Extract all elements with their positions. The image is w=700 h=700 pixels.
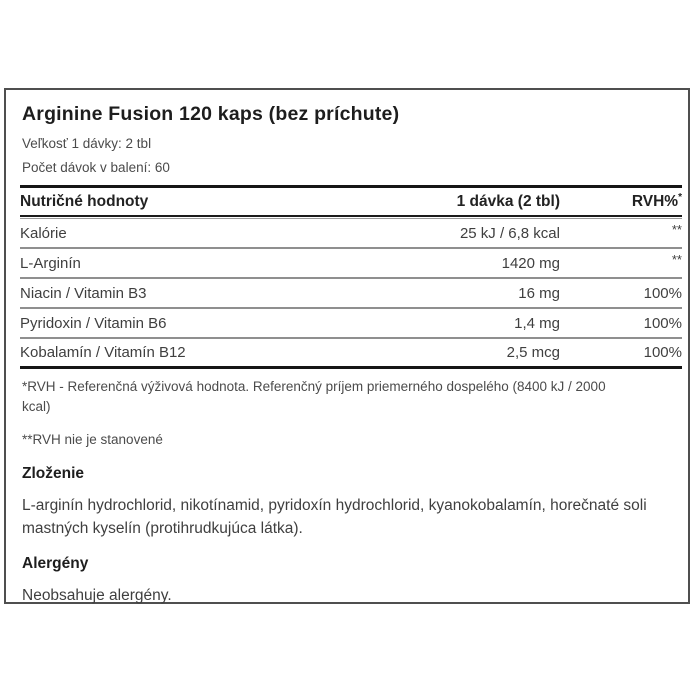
- rvh-value: **: [671, 221, 682, 237]
- nutrition-label-panel: [4, 88, 690, 604]
- table-row: [20, 339, 682, 366]
- table-bottom-rule: [20, 366, 682, 369]
- table-row: [20, 219, 682, 249]
- nutrient-name: Pyridoxin / Vitamin B6: [20, 314, 167, 332]
- nutrient-name: L-Arginín: [20, 254, 81, 272]
- table-row: [20, 249, 682, 279]
- header-rvh-label: RVH%: [631, 193, 679, 211]
- nutrient-name: Niacin / Vitamin B3: [20, 284, 147, 302]
- header-rvh-footnote-mark: *: [678, 191, 682, 203]
- serving-size-text: Veľkosť 1 dávky: 2 tbl: [22, 136, 152, 151]
- rvh-value: 100%: [643, 344, 682, 361]
- product-title: Arginine Fusion 120 kaps (bez príchute): [22, 103, 400, 125]
- nutrient-amount: 2,5 mcg: [506, 344, 560, 361]
- table-row: [20, 309, 682, 339]
- nutrient-amount: 1420 mg: [501, 254, 560, 272]
- rvh-not-set-footnote: **RVH nie je stanovené: [22, 432, 163, 447]
- rvh-value: 100%: [643, 314, 682, 332]
- rvh-value: 100%: [643, 284, 682, 302]
- ingredients-heading: Zloženie: [22, 465, 85, 482]
- nutrient-name: Kalórie: [20, 224, 67, 242]
- allergens-text: Neobsahuje alergény.: [22, 587, 172, 604]
- nutrient-amount: 16 mg: [518, 284, 560, 302]
- header-nutrient-column: Nutričné hodnoty: [20, 192, 149, 210]
- rvh-footnote: *RVH - Referenčná výživová hodnota. Referenčný príjem priemerného dospelého (8400 kJ / 2000 kcal): [22, 379, 606, 414]
- servings-per-pack-text: Počet dávok v balení: 60: [22, 160, 170, 175]
- rvh-value: **: [671, 251, 682, 267]
- header-rvh-column: [560, 192, 682, 211]
- table-row: [20, 279, 682, 309]
- allergens-heading: Alergény: [22, 555, 89, 572]
- ingredients-text: L-arginín hydrochlorid, nikotínamid, pyridoxín hydrochlorid, kyanokobalamín, horečnaté soli mastných kyselín (protihrudkujúca látka).: [22, 497, 647, 537]
- nutrient-name: Kobalamín / Vitamín B12: [20, 344, 186, 361]
- header-amount-column: 1 dávka (2 tbl): [456, 192, 560, 210]
- nutrition-table-header: [20, 188, 682, 215]
- nutrient-amount: 1,4 mg: [514, 314, 560, 332]
- nutrient-amount: 25 kJ / 6,8 kcal: [459, 224, 560, 242]
